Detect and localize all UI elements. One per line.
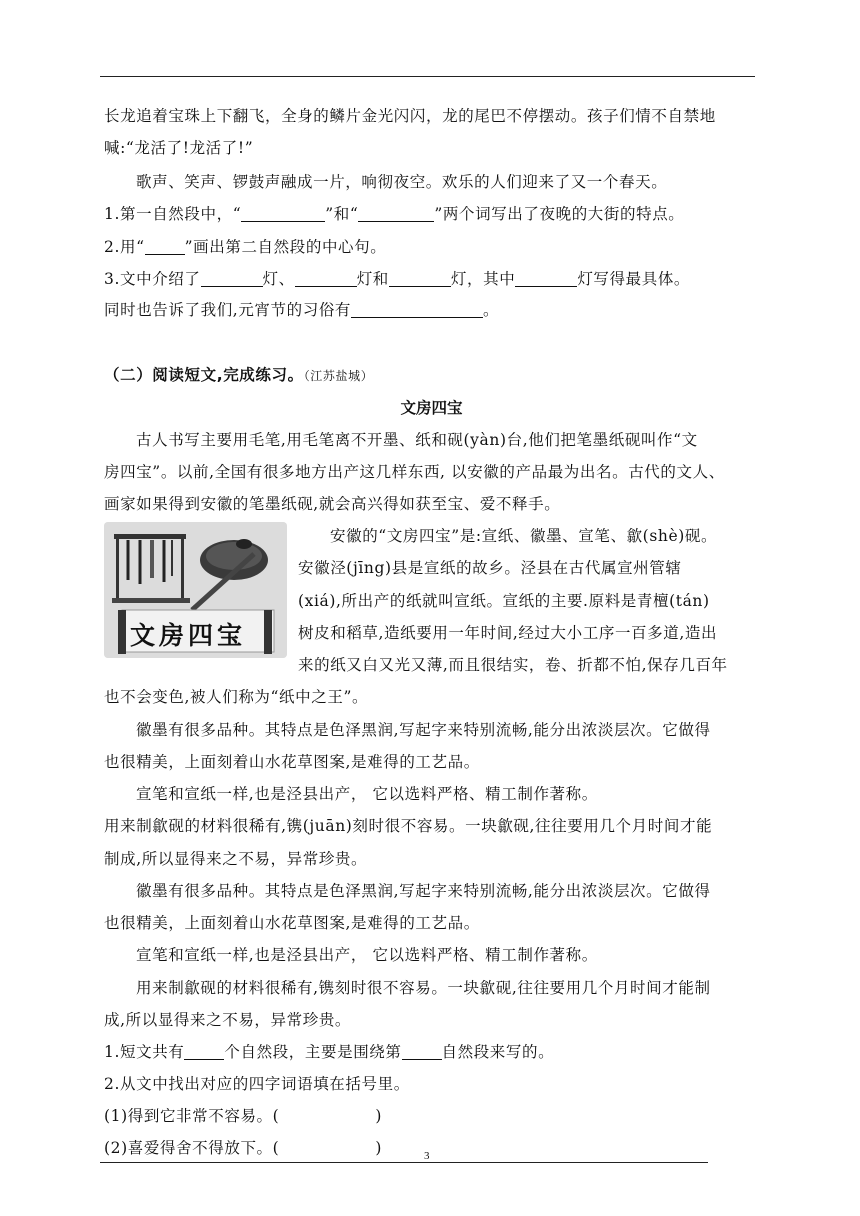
answer-blank[interactable] [295, 270, 357, 287]
text-line: 成,所以显得来之不易，异常珍贵。 [104, 1011, 352, 1029]
footer-rule [100, 1162, 708, 1163]
text-line: 宣笔和宣纸一样,也是泾县出产， 它以选料严格、精工制作著称。 [136, 785, 598, 803]
passage-title: 文房四宝 [400, 399, 463, 417]
section-heading: （二）阅读短文,完成练习。（江苏盐城） [104, 366, 374, 384]
answer-blank[interactable] [241, 205, 325, 222]
illustration-calligraphy: 文房四宝 [130, 621, 247, 650]
question-3: 3.文中介绍了 灯、 灯和 灯，其中 灯写得最具体。 [104, 270, 691, 288]
text-line: 徽墨有很多品种。其特点是色泽黑润,写起字来特别流畅,能分出浓淡层次。它做得 [136, 721, 711, 739]
text-line: 用来制歙砚的材料很稀有,镌(juān)刻时很不容易。一块歙砚,往往要用几个月时间才能 [104, 817, 713, 835]
answer-blank[interactable] [145, 238, 185, 255]
text-line: 来的纸又白又光又薄,而且很结实，卷、折都不怕,保存几百年 [298, 656, 728, 674]
text-line: 用来制歙砚的材料很稀有,镌刻时很不容易。一块歙砚,往往要用几个月时间才能制 [136, 979, 711, 997]
text-line: 古人书写主要用毛笔,用毛笔离不开墨、纸和砚(yàn)台,他们把笔墨纸砚叫作“文 [136, 431, 698, 449]
text-line: 长龙追着宝珠上下翻飞，全身的鳞片金光闪闪，龙的尾巴不停摆动。孩子们情不自禁地 [104, 107, 716, 125]
text-line: 喊:“龙活了!龙活了!” [104, 139, 254, 157]
question-2-1: (1)得到它非常不容易。( ) [104, 1107, 382, 1125]
text-line: 也不会变色,被人们称为“纸中之王”。 [104, 688, 369, 706]
text-line: 也很精美，上面刻着山水花草图案,是难得的工艺品。 [104, 914, 480, 932]
text-line: 宣笔和宣纸一样,也是泾县出产， 它以选料严格、精工制作著称。 [136, 946, 598, 964]
text-line: 也很精美，上面刻着山水花草图案,是难得的工艺品。 [104, 753, 480, 771]
answer-blank[interactable] [389, 270, 451, 287]
question-2: 2.从文中找出对应的四字词语填在括号里。 [104, 1075, 410, 1093]
question-3-cont: 同时也告诉了我们,元宵节的习俗有 。 [104, 301, 500, 319]
page-number: 3 [424, 1150, 430, 1162]
text-line: 树皮和稻草,造纸要用一年时间,经过大小工序一百多道,造出 [298, 624, 718, 642]
text-line: 安徽泾(jīng)县是宣纸的故乡。泾县在古代属宣州管辖 [298, 559, 682, 577]
answer-blank[interactable] [358, 205, 434, 222]
text-line: 歌声、笑声、锣鼓声融成一片，响彻夜空。欢乐的人们迎来了又一个春天。 [136, 173, 668, 191]
answer-blank[interactable] [201, 270, 263, 287]
answer-blank[interactable] [402, 1043, 442, 1060]
question-1: 1.第一自然段中，“ ”和“ ”两个词写出了夜晚的大街的特点。 [104, 205, 685, 223]
question-2-2: (2)喜爱得舍不得放下。( ) [104, 1139, 382, 1157]
answer-blank[interactable] [515, 270, 577, 287]
answer-blank[interactable] [184, 1043, 224, 1060]
header-rule [100, 76, 755, 77]
text-line: 画家如果得到安徽的笔墨纸砚,就会高兴得如获至宝、爱不释手。 [104, 495, 561, 513]
text-line: 制成,所以显得来之不易，异常珍贵。 [104, 850, 368, 868]
question-1: 1.短文共有 个自然段，主要是围绕第 自然段来写的。 [104, 1043, 555, 1061]
text-line: 徽墨有很多品种。其特点是色泽黑润,写起字来特别流畅,能分出浓淡层次。它做得 [136, 882, 711, 900]
text-line: 安徽的“文房四宝”是:宣纸、徽墨、宣笔、歙(shè)砚。 [330, 527, 718, 545]
text-line: 房四宝”。以前,全国有很多地方出产这几样东西, 以安徽的产品最为出名。古代的文人、 [104, 463, 725, 481]
text-line: (xiá),所出产的纸就叫宣纸。宣纸的主要.原料是青檀(tán) [298, 592, 710, 610]
answer-blank[interactable] [351, 301, 483, 318]
question-2: 2.用“ ”画出第二自然段的中心句。 [104, 238, 387, 256]
wenfang-sibao-illustration [104, 522, 287, 658]
